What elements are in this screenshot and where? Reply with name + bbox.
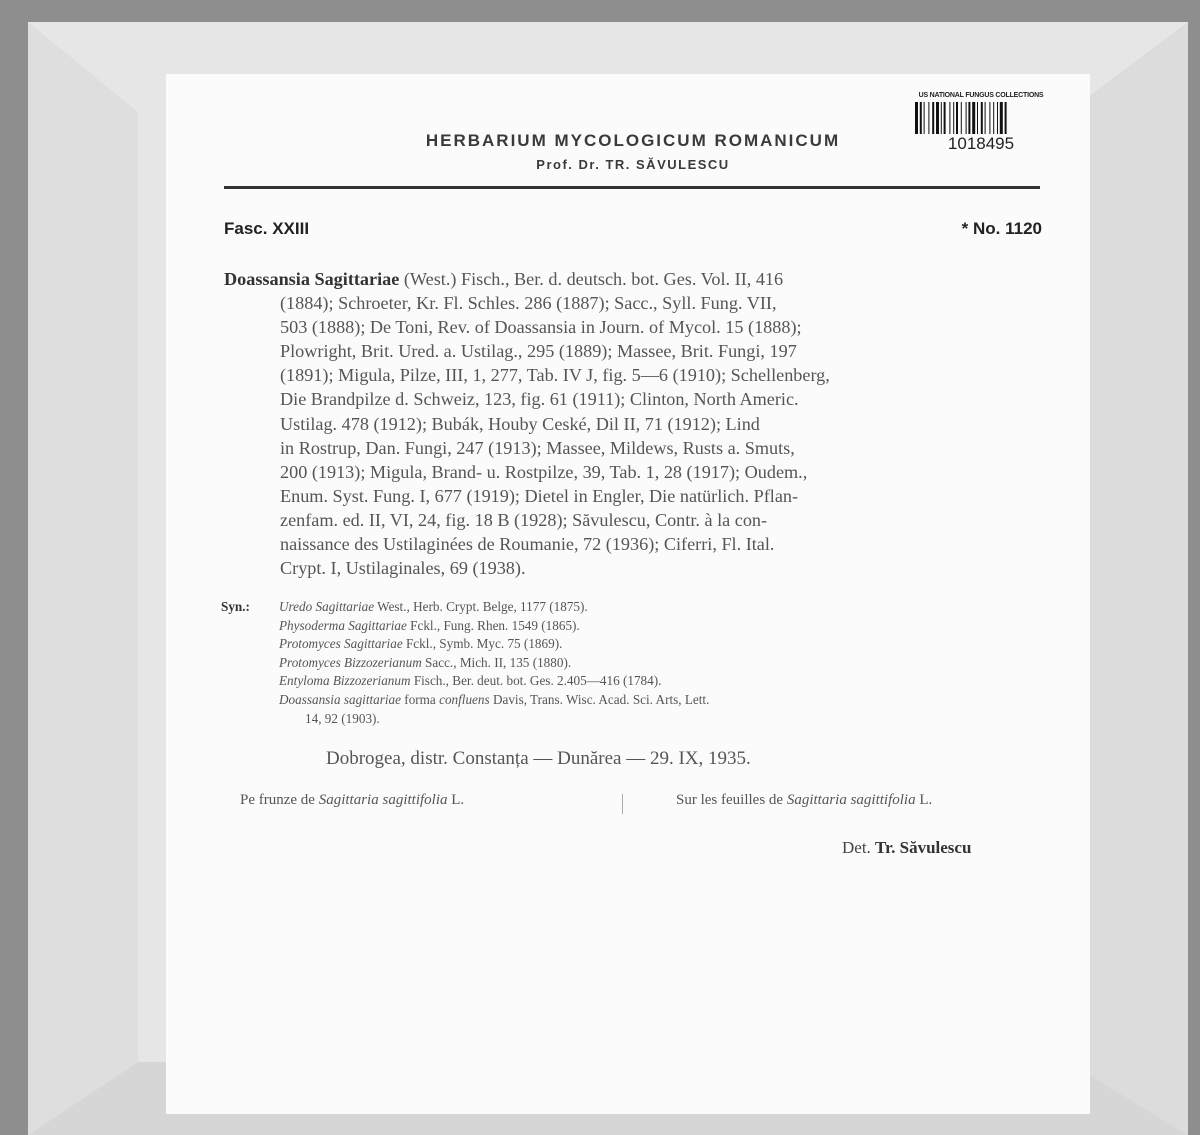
synonym-item: Physoderma Sagittariae Fckl., Fung. Rhen. 1549 (1865). bbox=[279, 617, 580, 633]
barcode-number: 1018495 bbox=[947, 134, 1015, 153]
specimen-number: * No. 1120 bbox=[961, 219, 1042, 238]
collection-locality: Dobrogea, distr. Constanța — Dunărea — 29. IX, 1935. bbox=[326, 748, 751, 769]
synonym-item: Protomyces Bizzozerianum Sacc., Mich. II, 135 (1880). bbox=[279, 654, 572, 670]
herbarium-envelope bbox=[28, 22, 1188, 1135]
barcode-sticker bbox=[906, 92, 1056, 164]
species-name: Doassansia Sagittariae bbox=[224, 269, 400, 289]
barcode-caption: US NATIONAL FUNGUS COLLECTIONS bbox=[918, 92, 1044, 99]
citation-line: Plowright, Brit. Ured. a. Ustilag., 295 (1889); Massee, Brit. Fungi, 197 bbox=[280, 341, 797, 362]
citation-line: 200 (1913); Migula, Brand- u. Rostpilze, 39, Tab. 1, 28 (1917); Oudem., bbox=[280, 461, 808, 482]
synonym-continuation: 14, 92 (1903). bbox=[305, 710, 380, 726]
herbarium-curator: Prof. Dr. TR. SĂVULESCU bbox=[536, 157, 730, 172]
specimen-label bbox=[166, 74, 1090, 1114]
synonym-item: Doassansia sagittariae forma confluens Davis, Trans. Wisc. Acad. Sci. Arts, Lett. bbox=[279, 691, 710, 707]
column-divider bbox=[622, 794, 623, 814]
synonym-item: Protomyces Sagittariae Fckl., Symb. Myc. 75 (1869). bbox=[279, 636, 563, 652]
citation-line: naissance des Ustilaginées de Roumanie, 72 (1936); Ciferri, Fl. Ital. bbox=[280, 534, 775, 555]
citation-line: Die Brandpilze d. Schweiz, 123, fig. 61 (1911); Clinton, North Americ. bbox=[280, 389, 799, 410]
host-plant-name: Sagittaria sagittifolia bbox=[786, 792, 916, 808]
host-plant-name: Sagittaria sagittifolia bbox=[318, 792, 448, 808]
fascicle-label: Fasc. XXIII bbox=[224, 219, 310, 238]
citation-line: (1884); Schroeter, Kr. Fl. Schles. 286 (1887); Sacc., Syll. Fung. VII, bbox=[280, 293, 777, 314]
citation-block bbox=[224, 267, 1039, 580]
citation-line: Ustilag. 478 (1912); Bubák, Houby Ceské, Dil II, 71 (1912); Lind bbox=[280, 413, 760, 434]
synonym-item: Syn.: Uredo Sagittariae West., Herb. Crypt. Belge, 1177 (1875). bbox=[221, 598, 1041, 617]
determiner-name: Tr. Săvulescu bbox=[875, 838, 972, 857]
barcode-graphic bbox=[913, 102, 1049, 134]
host-french: Sur les feuilles de Sagittaria sagittifolia L. bbox=[676, 792, 933, 808]
host-romanian: Pe frunze de Sagittaria sagittifolia L. bbox=[240, 792, 465, 808]
citation-line: Enum. Syst. Fung. I, 677 (1919); Dietel in Engler, Die natürlich. Pflan- bbox=[280, 485, 799, 506]
citation-line-first: Doassansia Sagittariae (West.) Fisch., Ber. d. deutsch. bot. Ges. Vol. II, 416 bbox=[224, 269, 784, 289]
synonym-list bbox=[221, 598, 1041, 728]
citation-line: (1891); Migula, Pilze, III, 1, 277, Tab. IV J, fig. 5—6 (1910); Schellenberg, bbox=[280, 365, 830, 386]
header-divider bbox=[224, 186, 1040, 189]
citation-line: Crypt. I, Ustilaginales, 69 (1938). bbox=[280, 558, 526, 579]
determiner: Det. Tr. Săvulescu bbox=[842, 838, 972, 857]
citation-line: zenfam. ed. II, VI, 24, fig. 18 B (1928); Săvulescu, Contr. à la con- bbox=[280, 509, 768, 530]
citation-line: in Rostrup, Dan. Fungi, 247 (1913); Massee, Mildews, Rusts a. Smuts, bbox=[280, 437, 795, 458]
synonym-item: Entyloma Bizzozerianum Fisch., Ber. deut. bot. Ges. 2.405—416 (1784). bbox=[279, 673, 662, 689]
herbarium-title: HERBARIUM MYCOLOGICUM ROMANICUM bbox=[425, 131, 841, 150]
synonym-label: Syn.: bbox=[221, 599, 250, 614]
citation-line: 503 (1888); De Toni, Rev. of Doassansia in Journ. of Mycol. 15 (1888); bbox=[280, 317, 802, 338]
